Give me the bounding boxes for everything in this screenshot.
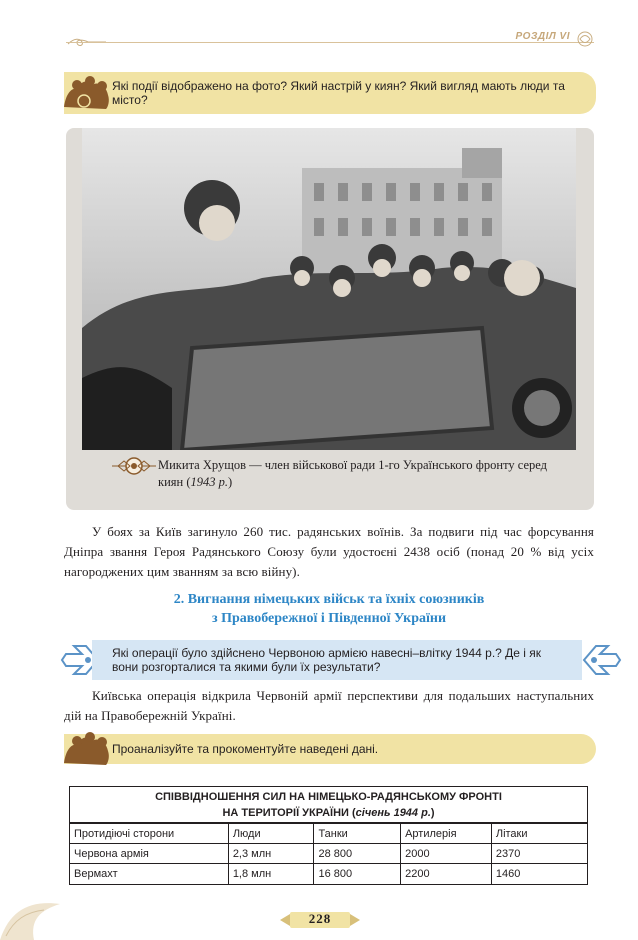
table-cell: 2,3 млн	[228, 844, 314, 864]
paragraph-kyiv-battle: У боях за Київ загинуло 260 тис. радянських воїнів. За подвиги під час форсування Дніпра звання Героя Радянського Союзу були удостоєні 2438 осіб (понад 20 % від усіх нагороджених цим званням за всю війну).	[64, 524, 594, 579]
table-cell: 1,8 млн	[228, 864, 314, 884]
table-cell: Червона армія	[70, 844, 228, 864]
table-header-cell: Протидіючі сторони	[70, 824, 228, 844]
table-header-cell: Люди	[228, 824, 314, 844]
table-row	[70, 844, 587, 864]
table-cell: 2370	[491, 844, 587, 864]
ornament-right-icon	[580, 640, 624, 680]
table-header-cell: Артилерія	[401, 824, 492, 844]
question-photo-text: Які події відображено на фото? Який настрій у киян? Який вигляд мають люди та місто?	[112, 79, 565, 107]
table-cell: Вермахт	[70, 864, 228, 884]
people-group-icon	[62, 729, 112, 769]
question-operations-text: Які операції було здійснено Червоною армією навесні–влітку 1944 р.? Де і як вони розгорталися та якими були їх результати?	[112, 646, 542, 674]
caption-ornament-icon	[112, 455, 156, 477]
photo-caption: Микита Хрущов — член військової ради 1-го Українського фронту серед киян (1943 р.)	[158, 458, 547, 489]
table-header-row	[70, 824, 587, 844]
historical-photo	[82, 128, 576, 450]
task-analyze	[64, 734, 596, 764]
question-photo	[64, 72, 596, 114]
caption-year: 1943 р.	[190, 475, 228, 489]
table-cell: 2200	[401, 864, 492, 884]
people-group-icon	[62, 73, 112, 113]
table-header-cell: Танки	[314, 824, 401, 844]
table-cell: 2000	[401, 844, 492, 864]
celtic-knot-icon	[576, 30, 594, 48]
page-number: 228	[308, 911, 332, 926]
question-operations	[92, 640, 582, 680]
table-header-cell: Літаки	[491, 824, 587, 844]
table-cell: 28 800	[314, 844, 401, 864]
photo-crowd-illustration	[82, 128, 576, 450]
table-cell: 16 800	[314, 864, 401, 884]
section-label: РОЗДІЛ VI	[515, 31, 570, 42]
forces-data-table	[70, 823, 587, 884]
table-title: СПІВВІДНОШЕННЯ СИЛ НА НІМЕЦЬКО-РАДЯНСЬКОМУ ФРОНТІ НА ТЕРИТОРІЇ УКРАЇНИ (січень 1944 р.)	[70, 787, 587, 823]
table-row	[70, 864, 587, 884]
section-heading: 2. Вигнання німецьких військ та їхніх союзників з Правобережної і Південної України	[173, 592, 485, 626]
paragraph-kyiv-operation: Київська операція відкрила Червоній армії перспективи для подальших наступальних дій на Правобережній Україні.	[64, 688, 594, 723]
header-rule	[66, 42, 594, 43]
table-cell: 1460	[491, 864, 587, 884]
corner-ornament-icon	[0, 890, 70, 940]
task-text: Проаналізуйте та прокоментуйте наведені дані.	[112, 742, 379, 756]
forces-table	[69, 786, 588, 885]
